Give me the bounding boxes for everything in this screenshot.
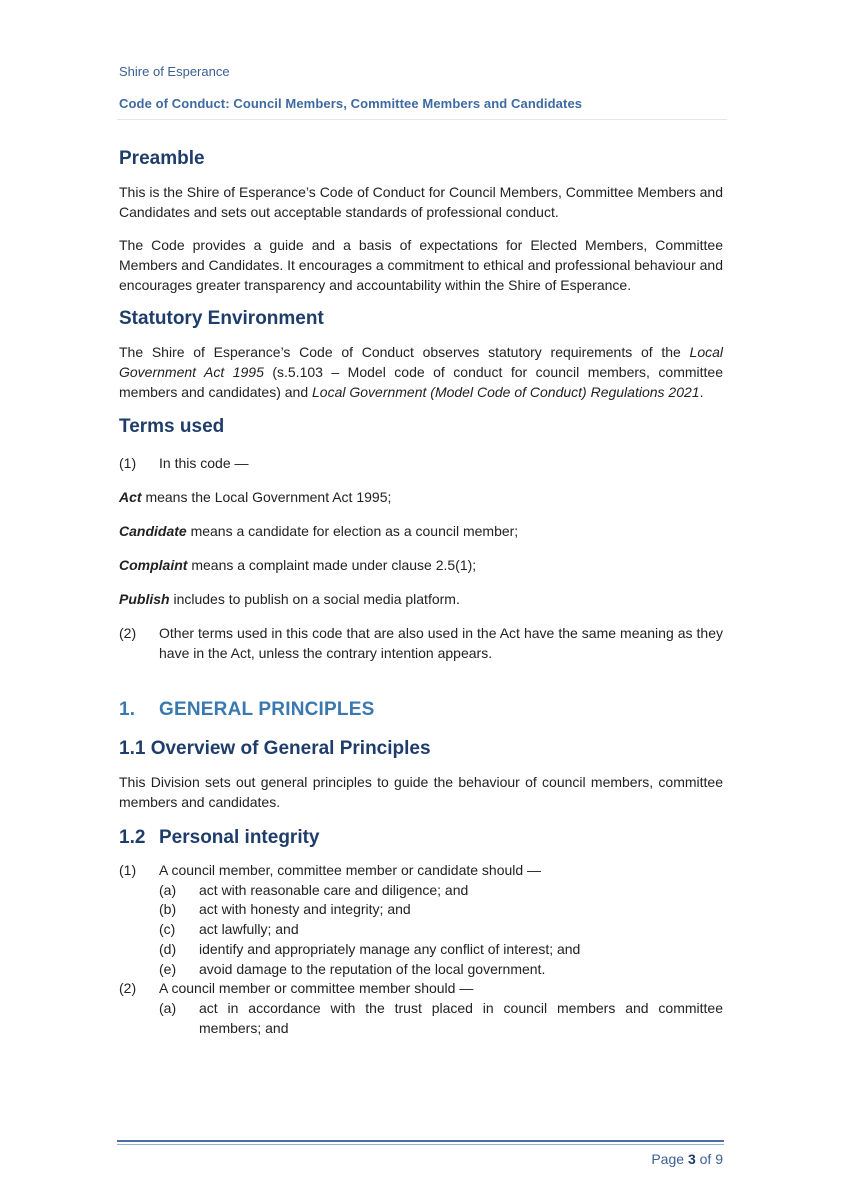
footer-divider — [117, 1140, 724, 1142]
list-item-text: A council member or committee member should — — [159, 980, 474, 997]
preamble-heading: Preamble — [119, 148, 205, 169]
statutory-text-1: The Shire of Esperance’s Code of Conduct observes statutory requirements of the — [119, 344, 690, 360]
list-item-text: identify and appropriately manage any conflict of interest; and — [199, 940, 581, 957]
list-item — [119, 999, 723, 1038]
list-item — [119, 979, 723, 999]
header-divider — [117, 119, 727, 120]
definition-text: includes to publish on a social media platform. — [169, 591, 460, 607]
list-item — [119, 920, 723, 940]
list-item-number: (a) — [159, 881, 177, 898]
section-1-title: GENERAL PRINCIPLES — [159, 699, 375, 720]
definition-term: Act — [119, 489, 142, 505]
terms-item-2 — [119, 623, 723, 663]
personal-integrity-title: Personal integrity — [159, 827, 320, 848]
definition-text: means a candidate for election as a council member; — [186, 523, 519, 539]
list-item — [119, 960, 723, 980]
list-item-number: (1) — [119, 862, 137, 878]
list-item-text: avoid damage to the reputation of the local government. — [199, 960, 546, 977]
definition-candidate — [119, 521, 723, 541]
list-item — [119, 881, 723, 901]
section-1-heading — [119, 699, 723, 721]
list-item-number: (c) — [159, 921, 176, 938]
definition-term: Publish — [119, 591, 170, 607]
page-total: 9 — [715, 1151, 723, 1167]
list-item-number: (a) — [159, 999, 177, 1016]
terms-item-2-text: Other terms used in this code that are also used in the Act have the same meaning as they have in the Act, unless the contrary intention appears. — [159, 625, 723, 661]
list-item-text: A council member, committee member or candidate should — — [159, 862, 542, 878]
page-content — [119, 146, 723, 1038]
definition-act — [119, 487, 723, 507]
list-item-text: act in accordance with the trust placed in council members and committee members; and — [199, 999, 723, 1036]
page-number — [651, 1151, 723, 1167]
definition-text: means the Local Government Act 1995; — [141, 489, 392, 505]
list-item — [119, 900, 723, 920]
terms-heading: Terms used — [119, 416, 225, 437]
personal-integrity-heading — [119, 827, 723, 849]
overview-heading: 1.1 Overview of General Principles — [119, 738, 431, 759]
footer-divider-thin — [117, 1144, 724, 1145]
definition-term: Candidate — [119, 523, 187, 539]
header-document-title: Code of Conduct: Council Members, Committee Members and Candidates — [119, 96, 583, 111]
personal-integrity-number: 1.2 — [119, 827, 146, 848]
statutory-text-2: (s.5.103 – Model code of conduct for council members, committee members and candidates) and — [119, 364, 723, 400]
statutory-text-3: . — [699, 384, 704, 400]
statutory-regulations-title: Local Government (Model Code of Conduct) Regulations 2021 — [312, 384, 700, 400]
definition-text: means a complaint made under clause 2.5(1); — [187, 557, 477, 573]
list-item-number: (e) — [159, 960, 177, 977]
terms-item-1-text: In this code — — [159, 455, 249, 471]
preamble-paragraph-1: This is the Shire of Esperance’s Code of Conduct for Council Members, Committee Members and Candidates and sets out acceptable standards of professional conduct. — [119, 184, 723, 220]
list-item-number: (d) — [159, 940, 177, 957]
list-item-number: (2) — [119, 980, 137, 997]
list-item-text: act with honesty and integrity; and — [199, 901, 411, 918]
terms-item-2-number: (2) — [119, 625, 137, 641]
definition-complaint — [119, 555, 723, 575]
page-current: 3 — [687, 1151, 696, 1167]
list-item-number: (b) — [159, 901, 177, 918]
terms-item-1 — [119, 453, 723, 473]
section-1-number: 1. — [119, 699, 136, 720]
statutory-heading: Statutory Environment — [119, 308, 324, 329]
statutory-act-title: Local Government Act 1995 — [119, 344, 723, 380]
terms-item-1-number: (1) — [119, 455, 137, 471]
list-item-text: act lawfully; and — [199, 921, 299, 938]
list-item — [119, 940, 723, 960]
page-of: of — [699, 1151, 712, 1167]
definition-publish — [119, 589, 723, 609]
list-item — [119, 861, 723, 881]
overview-paragraph: This Division sets out general principles to guide the behaviour of council members, committee members and candidates. — [119, 774, 723, 810]
personal-integrity-list — [119, 861, 723, 1038]
list-item-text: act with reasonable care and diligence; and — [199, 881, 469, 898]
statutory-paragraph — [119, 342, 723, 402]
page-label: Page — [651, 1151, 685, 1167]
header-organisation: Shire of Esperance — [119, 64, 230, 79]
preamble-paragraph-2: The Code provides a guide and a basis of expectations for Elected Members, Committee Members and Candidates. It encourages a commitment to ethical and professional behaviour and encourages greater transparency and accountability within the Shire of Esperance. — [119, 237, 723, 293]
definition-term: Complaint — [119, 557, 188, 573]
